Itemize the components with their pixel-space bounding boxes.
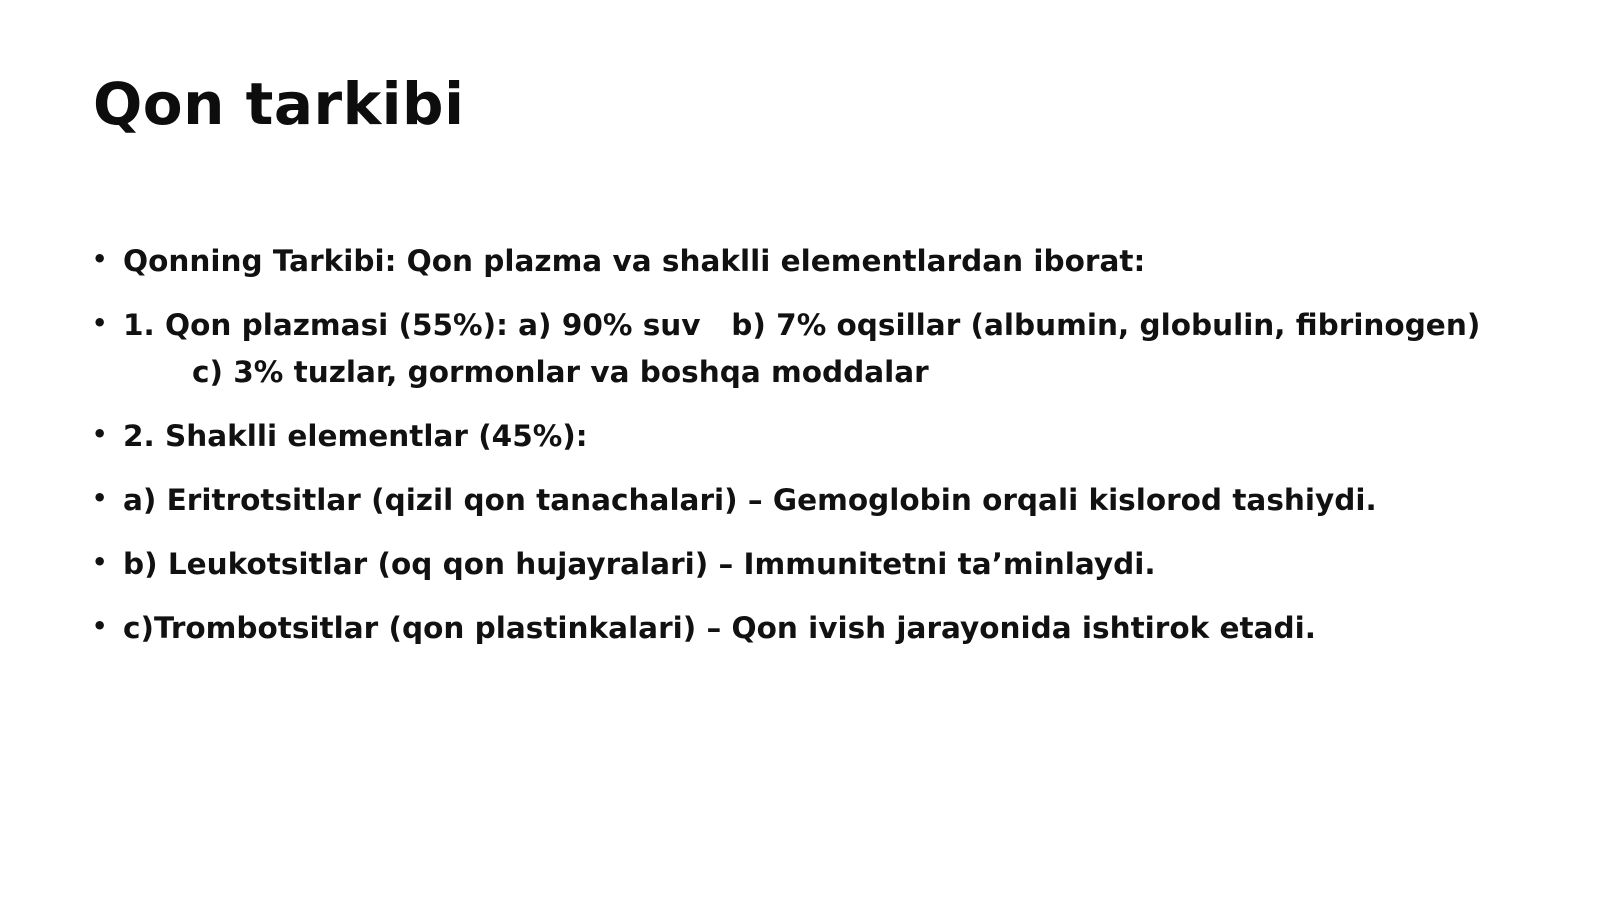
bullet-text: 1. Qon plazmasi (55%): a) 90% suv b) 7% oqsillar (albumin, globulin, fibrinogen) — [123, 308, 1481, 342]
bullet-text: 2. Shaklli elementlar (45%): — [123, 419, 588, 453]
bullet-dot-icon: • — [92, 612, 108, 640]
bullet-dot-icon: • — [92, 548, 108, 576]
bullet-item — [92, 413, 1532, 460]
bullet-dot-icon: • — [92, 309, 108, 337]
bullet-text: c)Trombotsitlar (qon plastinkalari) – Qon ivish jarayonida ishtirok etadi. — [123, 611, 1316, 645]
bullet-text: a) Eritrotsitlar (qizil qon tanachalari) – Gemoglobin orqali kislorod tashiydi. — [123, 483, 1377, 517]
bullet-item — [92, 605, 1532, 652]
bullet-list — [92, 238, 1532, 669]
slide-title: Qon tarkibi — [93, 70, 465, 138]
bullet-dot-icon: • — [92, 245, 108, 273]
bullet-item — [92, 302, 1532, 396]
bullet-dot-icon: • — [92, 484, 108, 512]
bullet-text: Qonning Tarkibi: Qon plazma va shaklli elementlardan iborat: — [123, 244, 1146, 278]
bullet-text: b) Leukotsitlar (oq qon hujayralari) – Immunitetni ta’minlaydi. — [123, 547, 1156, 581]
bullet-item — [92, 477, 1532, 524]
bullet-item — [92, 541, 1532, 588]
bullet-dot-icon: • — [92, 420, 108, 448]
bullet-item — [92, 238, 1532, 285]
bullet-continuation-text: c) 3% tuzlar, gormonlar va boshqa moddalar — [192, 355, 929, 389]
